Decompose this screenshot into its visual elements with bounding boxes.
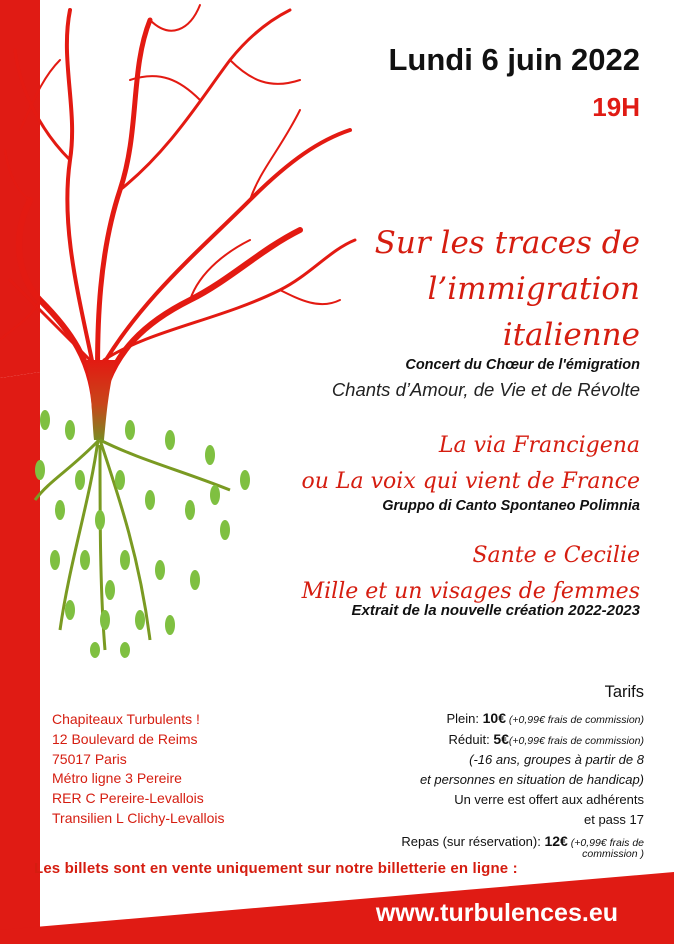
concert1-subtitle: Chants d’Amour, de Vie et de Révolte [331,379,640,400]
concert2-title: La via Francigena ou La voix qui vient de France [301,433,640,494]
website-link[interactable]: www.turbulences.eu [375,899,618,927]
concert3-performer: Extrait de la nouvelle création 2022-2023 [351,602,640,619]
concert1-title: Sur les traces de l’immigration italienne [374,225,640,353]
ticket-notice: Les billets sont en vente uniquement sur notre billetterie en ligne : [34,860,518,877]
tarif-plein: Plein: 10€ (+0,99€ frais de commission) [446,710,644,726]
tarif-verre1: Un verre est offert aux adhérents [454,792,644,807]
tarif-reduit-cond2: et personnes en situation de handicap) [419,772,644,787]
tarif-verre2: et pass 17 [584,812,644,827]
concert1-performer: Concert du Chœur de l'émigration [405,357,640,373]
venue-address: Chapiteaux Turbulents ! 12 Boulevard de Reims 75017 Paris Métro ligne 3 Pereire RER C Pereire-Levallois Transilien L Clichy-Levallois [52,711,225,826]
tarif-reduit-cond1: (-16 ans, groupes à partir de 8 [469,752,644,767]
tarif-reduit: Réduit: 5€(+0,99€ frais de commission) [448,731,644,747]
tarif-repas: Repas (sur réservation): 12€ (+0,99€ frais de [401,833,644,849]
event-time: 19H [592,92,640,122]
tarif-repas-fee: commission ) [582,848,644,860]
tarifs-heading: Tarifs [604,683,644,701]
event-date: Lundi 6 juin 2022 [388,42,640,77]
concert2-performer: Gruppo di Canto Spontaneo Polimnia [382,498,640,514]
concert3-title: Sante e Cecilie Mille et un visages de femmes [301,543,640,604]
